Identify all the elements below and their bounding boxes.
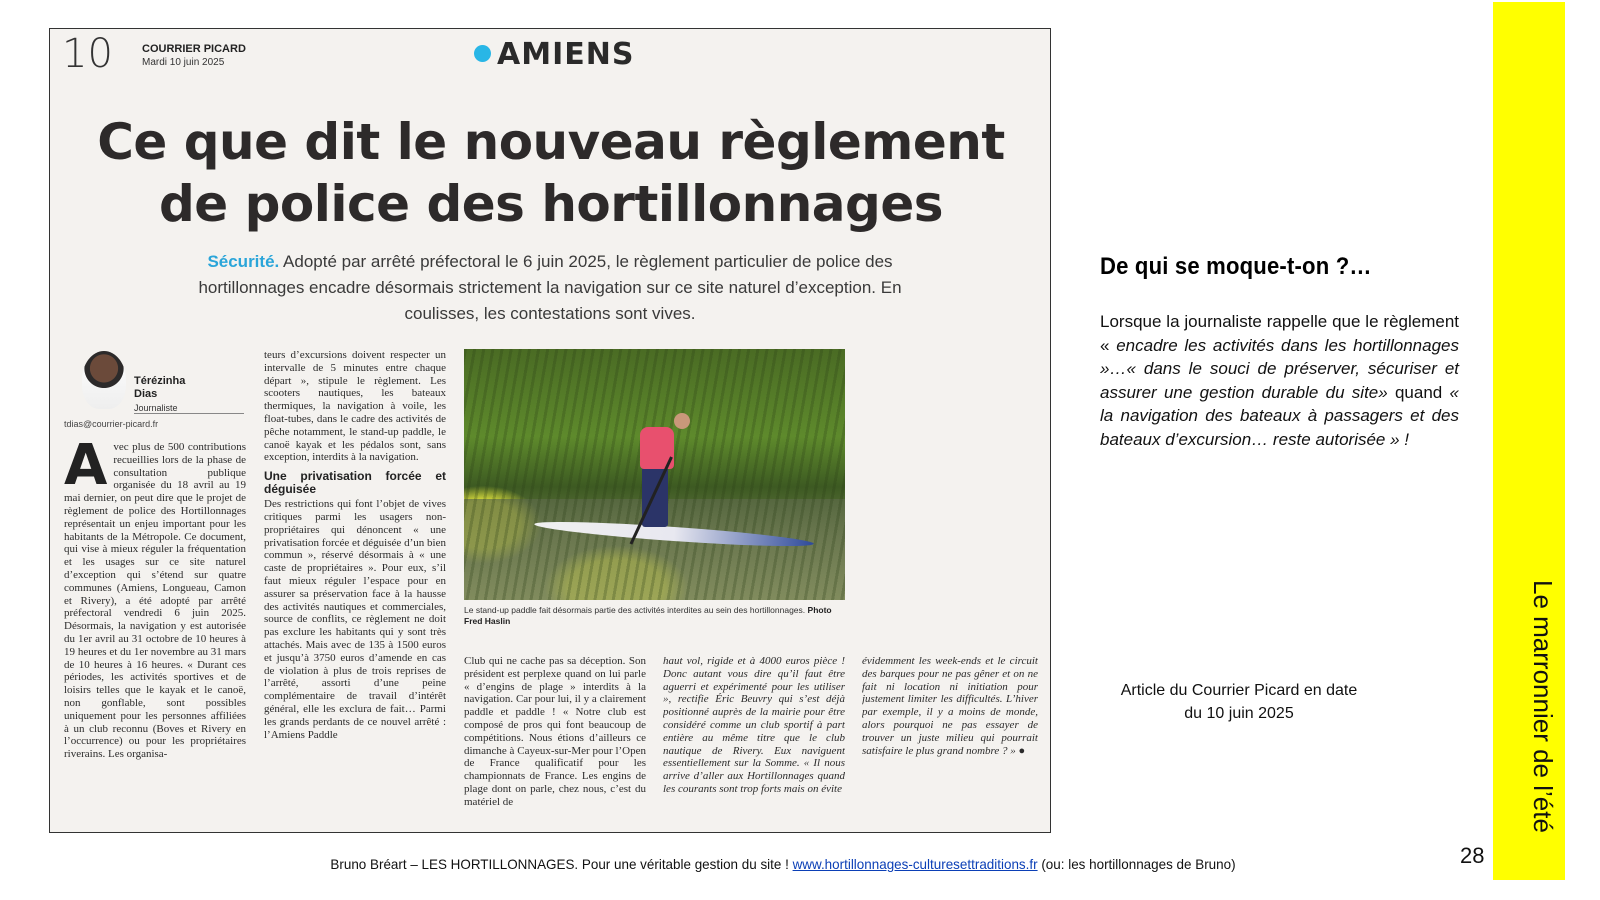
commentary-body bbox=[1100, 310, 1459, 451]
article-column-3 bbox=[464, 655, 646, 831]
footer-link[interactable]: www.hortillonnages-culturesettraditions.fr bbox=[792, 856, 1038, 872]
author-byline bbox=[64, 347, 244, 433]
author-name: Térézinha Dias bbox=[134, 375, 186, 400]
article-column-4 bbox=[663, 655, 845, 831]
newspaper-name: COURRIER PICARD bbox=[142, 43, 246, 55]
photo-caption bbox=[464, 605, 845, 627]
commentary-text-2: quand bbox=[1387, 382, 1450, 402]
newspaper-date: Mardi 10 juin 2025 bbox=[142, 57, 225, 68]
subheading: Une privatisation forcée et déguisée bbox=[264, 469, 446, 497]
article-column-2 bbox=[264, 349, 446, 831]
column-5-text: évidemment les week-ends et le circuit des barques pour ne pas gêner et on ne fait ni location ni initiation pour justement limiter les difficultés. L’hiver par exemple, il y a moins de monde, alors pourquoi ne pas essayer de trouver un juste milieu qui pourrait satisfaire le plus grand nombre ? » ● bbox=[862, 655, 1038, 757]
section-label: AMIENS bbox=[497, 37, 635, 72]
photo-credit: Photo Fred Haslin bbox=[464, 605, 832, 626]
section-title bbox=[474, 37, 634, 72]
standfirst-text: Adopté par arrêté préfectoral le 6 juin 2025, le règlement particulier de police des hortillonnages encadre désormais strictement la navigation sur ce site naturel d’exception. En coulisses, les contestations sont vives. bbox=[198, 252, 902, 323]
section-dot-icon bbox=[474, 45, 491, 62]
headline-line-2: de police des hortillonnages bbox=[158, 175, 944, 233]
column-2-text-a: teurs d’excursions doivent respecter un intervalle de 5 minutes entre chaque départ », stipule le règlement. Les scooters nautiques, les bateaux thermiques, la navigation à voile, les float-tubes, dans le cadre des activités de pêche notamment, le stand-up paddle, le canoë kayak et les pédalos sont, sans exception, interdits à la navigation. bbox=[264, 349, 446, 464]
author-email: tdias@courrier-picard.fr bbox=[64, 419, 159, 429]
drop-cap: A bbox=[64, 441, 108, 498]
newspaper-clipping bbox=[49, 28, 1051, 833]
column-3-text: Club qui ne cache pas sa déception. Son président est perplexe quand on lui parle « d’engins de plage » interdits à la navigation. Car pour lui, il y a clairement paddle et paddle ! « Notre club est composé de pros qui font beaucoup de compétitions. Nous étions d’ailleurs ce dimanche à Cayeux-sur-Mer pour l’Open de France qualificatif pour les championnats de France. Les engins de plage dont on parle, chez nous, c’est du matériel de bbox=[464, 655, 646, 808]
author-role: Journaliste bbox=[134, 403, 178, 413]
source-note-line-1: Article du Courrier Picard en date bbox=[1120, 682, 1358, 699]
article-photo bbox=[464, 349, 845, 600]
footer-text: Bruno Bréart – LES HORTILLONNAGES. Pour une véritable gestion du site ! bbox=[330, 856, 793, 872]
column-1-text: vec plus de 500 contributions recueillies lors de la phase de consultation publique organisée du 18 avril au 19 mai dernier, on peut dire que le projet de règlement de police des Hortillonnages représentait un enjeu important pour les habitants de la Métropole. Ce document, qui vise à mieux réguler la fréquentation et les usages sur ce site naturel d’exception qui s’étend sur quatre communes (Amiens, Longueau, Camon et Rivery), a été adopté par arrêté préfectoral vendredi 6 juin 2025. Désormais, la navigation y est autorisée du 1er avril au 31 octobre de 10 heures à 19 heures et du 1er novembre au 31 mars de 10 heures à 16 heures. « Durant ces périodes, les activités sportives et de loisirs telles que le kayak et le canoë, non gonflable, sont possibles uniquement pour les personnes affiliées à un club reconnu (Boves et Rivery en l’occurrence) ou pour les propriétaires riverains. Les organisa- bbox=[64, 441, 246, 761]
commentary-quote-2: « la navigation des bateaux à passagers et des bateaux d’excursion… reste autorisée » ! bbox=[1100, 382, 1459, 449]
commentary-text-1: Lorsque la journaliste rappelle que le règlement « bbox=[1100, 312, 1459, 355]
author-photo bbox=[82, 351, 126, 409]
photo-paddler-head bbox=[674, 413, 690, 429]
source-note bbox=[1095, 679, 1383, 725]
headline-line-1: Ce que dit le nouveau règlement bbox=[97, 113, 1005, 171]
source-note-line-2: du 10 juin 2025 bbox=[1184, 705, 1294, 722]
article-standfirst bbox=[170, 249, 930, 327]
commentary-quote-1: encadre les activités dans les hortillonnages »…« dans le souci de préserver, sécuriser et assurer une gestion durable du site» bbox=[1100, 335, 1459, 402]
newspaper-page-number: 10 bbox=[62, 31, 113, 77]
column-4-text: haut vol, rigide et à 4000 euros pièce ! Donc autant vous dire qu’il faut être aguerri et expérimenté pour les utiliser », rectifie Éric Beuvry qui s’est déjà positionné auprès de la mairie pour être considéré comme un club sportif à part entière au même titre que le club nautique de Rivery. Eux naviguent essentiellement sur la Somme. « Il nous arrive d’aller aux Hortillonnages quand les courants sont trop forts mais on évite bbox=[663, 655, 845, 795]
column-2-text-b: Des restrictions qui font l’objet de vives critiques parmi les usagers non-propriétaires qui dénoncent « une privatisation forcée et déguisée d’un bien commun », réservé désormais à « une caste de propriétaires ». Pour eux, s’il faut mieux réguler l’espace pour en assurer sa préservation face à la hausse des activités nautiques et commerciales, source de conflits, ce règlement ne doit pas exclure les habitants qui y sont très attachés. Mais avec de 135 à 1500 euros et jusqu’à 3750 euros d’amende en cas de violation à plus de trois reprises de l’arrêté, assorti d’une peine complémentaire de travail d’intérêt général, elle les exclura de fait… Parmi les grands perdants de ce nouvel arrêté : l’Amiens Paddle bbox=[264, 498, 446, 741]
article-column-5 bbox=[862, 655, 1038, 831]
standfirst-kicker: Sécurité. bbox=[207, 252, 280, 271]
article-column-1 bbox=[64, 441, 246, 831]
slide-page-number: 28 bbox=[1460, 843, 1485, 868]
author-divider bbox=[134, 413, 244, 414]
side-band-label: Le marronnier de l’été bbox=[1528, 580, 1558, 833]
caption-text: Le stand-up paddle fait désormais partie des activités interdites au sein des hortillonnages. bbox=[464, 605, 806, 615]
footer-suffix: (ou: les hortillonnages de Bruno) bbox=[1037, 856, 1236, 872]
article-headline bbox=[70, 111, 1032, 235]
slide-footer bbox=[31, 856, 1534, 872]
commentary-title: De qui se moque-t-on ?… bbox=[1100, 253, 1372, 280]
